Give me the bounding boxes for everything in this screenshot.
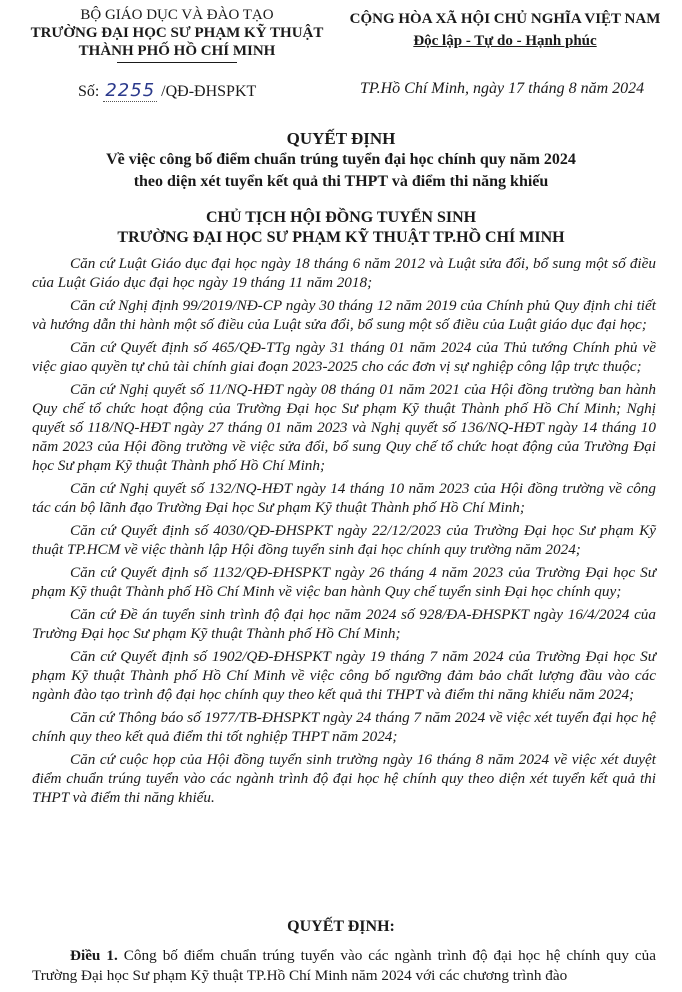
header-divider	[117, 62, 237, 63]
legal-basis-item: Căn cứ Quyết định số 1902/QĐ-ĐHSPKT ngày 19 tháng 7 năm 2024 của Trường Đại học Sư phạm Kỹ thuật Thành phố Hồ Chí Minh về việc công bố ngưỡng đảm bảo chất lượng đầu vào các ngành đào tạo trình độ đại học chính quy theo kết quả thi THPT và điểm thi năng khiếu năm 2024;	[32, 648, 656, 703]
article-1	[32, 946, 656, 986]
nation-name: CỘNG HÒA XÃ HỘI CHỦ NGHĨA VIỆT NAM	[349, 11, 661, 27]
legal-bases	[32, 254, 656, 811]
article-1-label: Điều 1.	[70, 947, 118, 964]
legal-basis-item: Căn cứ Quyết định số 4030/QĐ-ĐHSPKT ngày 22/12/2023 của Trường Đại học Sư phạm Kỹ thuật TP.HCM về việc thành lập Hội đồng tuyển sinh đại học chính quy trường năm 2024;	[32, 522, 656, 558]
legal-basis-item: Căn cứ Nghị định 99/2019/NĐ-CP ngày 30 tháng 12 năm 2019 của Chính phủ Quy định chi tiết và hướng dẫn thi hành một số điều của Luật sửa đổi, bổ sung một số điều của Luật giáo dục đại học;	[32, 297, 656, 333]
legal-basis-item: Căn cứ Luật Giáo dục đại học ngày 18 tháng 6 năm 2012 và Luật sửa đổi, bổ sung một số điều của Luật Giáo dục đại học ngày 19 tháng 11 năm 2018;	[32, 255, 656, 291]
document-number	[78, 80, 256, 101]
legal-basis-item: Căn cứ Nghị quyết số 11/NQ-HĐT ngày 08 tháng 01 năm 2021 của Hội đồng trường ban hành Quy chế tổ chức hoạt động của Trường Đại học Sư phạm Kỹ thuật Thành phố Hồ Chí Minh; Nghị quyết số 118/NQ-HĐT ngày 27 tháng 01 năm 2023 và Nghị quyết số 136/NQ-HĐT ngày 14 tháng 10 năm 2023 của Hội đồng trường về việc sửa đổi, bổ sung Quy chế tổ chức hoạt động của Trường Đại học Sư phạm Kỹ thuật Thành phố Hồ Chí Minh;	[32, 381, 656, 474]
document-number-prefix: Số:	[78, 83, 100, 100]
ministry-name: BỘ GIÁO DỤC VÀ ĐÀO TẠO	[80, 7, 274, 23]
national-motto: Độc lập - Tự do - Hạnh phúc	[413, 33, 597, 49]
document-heading: QUYẾT ĐỊNH	[286, 129, 396, 148]
legal-basis-item: Căn cứ Quyết định số 465/QĐ-TTg ngày 31 tháng 01 năm 2024 của Thủ tướng Chính phủ về việc giao quyền tự chủ tài chính giai đoạn 2023-2025 cho các đơn vị sự nghiệp công lập trực thuộc;	[32, 339, 656, 375]
document-date: TP.Hồ Chí Minh, ngày 17 tháng 8 năm 2024	[360, 80, 645, 97]
authority-line2: TRƯỜNG ĐẠI HỌC SƯ PHẠM KỸ THUẬT TP.HỒ CHÍ MINH	[117, 229, 565, 246]
subject-line2-text: theo diện xét tuyển kết quả thi THPT và điểm thi năng khiếu	[133, 173, 549, 190]
document-number-handwritten: 2255	[105, 80, 156, 101]
legal-basis-item: Căn cứ Thông báo số 1977/TB-ĐHSPKT ngày 24 tháng 7 năm 2024 về việc xét tuyển đại học hệ chính quy theo kết quả điểm thi tốt nghiệp THPT năm 2024;	[32, 709, 656, 745]
legal-basis-item: Căn cứ Nghị quyết số 132/NQ-HĐT ngày 14 tháng 10 năm 2023 của Hội đồng trường về công tác cán bộ lãnh đạo Trường Đại học Sư phạm Kỹ thuật Thành phố Hồ Chí Minh;	[32, 480, 656, 516]
university-name-line1: TRƯỜNG ĐẠI HỌC SƯ PHẠM KỸ THUẬT	[30, 25, 324, 41]
university-name-line2: THÀNH PHỐ HỒ CHÍ MINH	[78, 43, 276, 59]
nation-header	[335, 8, 675, 52]
legal-basis-item: Căn cứ cuộc họp của Hội đồng tuyển sinh trường ngày 16 tháng 8 năm 2024 về việc xét duyệt điểm chuẩn trúng tuyển vào các ngành trình độ đại học hệ chính quy theo diện xét tuyển kết quả thi THPT và điểm thi năng khiếu.	[32, 751, 656, 806]
decision-heading: QUYẾT ĐỊNH:	[287, 918, 395, 935]
legal-basis-item: Căn cứ Quyết định số 1132/QĐ-ĐHSPKT ngày 26 tháng 4 năm 2023 của Trường Đại học Sư phạm Kỹ thuật Thành phố Hồ Chí Minh về việc ban hành Quy chế tuyển sinh Đại học chính quy;	[32, 564, 656, 600]
authority-line1: CHỦ TỊCH HỘI ĐỒNG TUYỂN SINH	[205, 209, 477, 226]
legal-basis-item: Căn cứ Đề án tuyển sinh trình độ đại học năm 2024 số 928/ĐA-ĐHSPKT ngày 16/4/2024 của Trường Đại học Sư phạm Kỹ thuật Thành phố Hồ Chí Minh;	[32, 606, 656, 642]
document-subject-line2	[0, 173, 682, 191]
article-1-text: Công bố điểm chuẩn trúng tuyển vào các ngành trình độ đại học hệ chính quy của Trường Đại học Sư phạm Kỹ thuật TP.Hồ Chí Minh năm 2024 với các chương trình đào	[32, 947, 657, 984]
document-number-suffix: /QĐ-ĐHSPKT	[161, 83, 257, 100]
document-subject-line1: Về việc công bố điểm chuẩn trúng tuyển đại học chính quy năm 2024	[106, 151, 576, 168]
issuer-header	[22, 6, 332, 63]
